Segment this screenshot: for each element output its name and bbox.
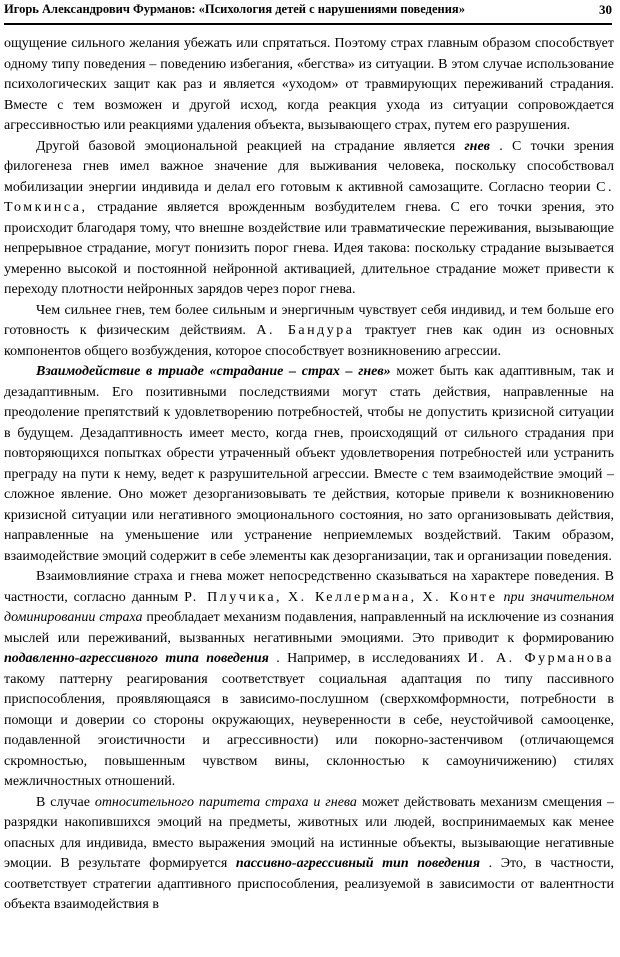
paragraph-2	[4, 137, 614, 301]
text-run: Взаимовлияние страха и гнева может непосредственно сказываться на характере поведения. В частности, согласно данным	[4, 569, 614, 605]
text-run: может быть как адаптивным, так и дезадаптивным. Его позитивными последствиями могут стать действия, направленные на преодоление препятствий к удовлетворению потребностей, чтобы не допустить кризисной ситуации в будущем. Дезадаптивность имеет место, когда гнев, происходящий от сильного страдания при повторяющихся попытках обрести утраченный объект удовлетворения потребностей или устранить преграду на пути к нему, ведет к разрушительной агрессии. Вместе с тем взаимодействие эмоций – сложное явление. Оно может дезорганизовывать те действия, которые привели к возникновению кризисной ситуации или негативного эмоционального состояния, но зато организовывать действия, направленные на уменьшение или устранение неприемлемых воздействий. Таким образом, взаимодействие эмоций содержит в себе элементы как дезорганизации, так и организации поведения.	[4, 364, 614, 564]
text-run: трактует гнев как один из основных компонентов общего возбуждения, которое способствует возникновению агрессии.	[4, 323, 614, 359]
text-run: может действовать механизм смещения – разрядки накопившихся эмоций на предметы, животных или людей, воспринимаемых как менее опасных для индивида, вместо выражения эмоций на истинные объекты, вызывающие негативные эмоции. В результате формируется	[4, 794, 614, 871]
text-run: преобладает механизм подавления, направленный на исключение из сознания мыслей или переживаний, вызванных негативными эмоциями. Это приводит к формированию	[4, 610, 614, 646]
text-run: Чем сильнее гнев, тем более сильным и энергичным чувствует себя индивид, и тем больше его готовность к физическим действиям.	[4, 302, 614, 338]
header-rule	[4, 23, 612, 25]
author-name: А. Бандура	[256, 323, 355, 338]
author-name: Р. Плучика,	[184, 589, 283, 605]
paragraph-1: ощущение сильного желания убежать или спрятаться. Поэтому страх главным образом способствует одному типу поведения – поведению избегания, «бегства» из ситуации. В этом случае использование психологических защит как раз и является «уходом» от травмирующих переживаний страдания. Вместе с тем возможен и другой исход, когда реакция ухода из ситуации сопровождается агрессивностью или реакциями удаления объекта, вызывающего страх, путем его разрушения.	[4, 36, 614, 133]
emphasis-term: пассивно-агрессивный тип поведения	[235, 856, 480, 871]
italic-phrase: относительного паритета страха и гнева	[94, 794, 357, 810]
author-name: С. Томкинса,	[4, 179, 614, 215]
paragraph-3	[4, 301, 614, 363]
emphasis-term: гнев	[464, 138, 490, 154]
page-body	[4, 34, 614, 916]
author-name: И. А. Фурманова	[467, 651, 614, 666]
text-run: Другой базовой эмоциональной реакцией на страдание является	[36, 138, 465, 154]
paragraph-5	[4, 567, 614, 793]
paragraph-6	[4, 793, 614, 916]
emphasis-term: Взаимодействие в триаде «страдание – страх – гнев»	[36, 364, 391, 379]
italic-phrase: при значительном доминировании страха	[4, 589, 615, 625]
author-name: Х. Конте	[422, 589, 498, 605]
page-number: 30	[599, 2, 612, 17]
text-run: такому паттерну реагирования соответствует социальная адаптация по типу пассивного приспособления, проявляющаяся в зависимо-послушном (сверхкомформности, потребности в помощи и доверии со стороны окружающих, неуверенности в себе, неустойчивой самооценке, подавленной эгоистичности и агрессивности) или покорно-застенчивом (отличающемся скромностью, повышенным чувством вины, склонностью к самоуничижению) стилях межличностных отношений.	[4, 671, 614, 789]
text-run: страдание является врожденным возбудителем гнева. С его точки зрения, это происходит благодаря тому, что внешне воздействие или травматические переживания, вызывающие непрерывное страдание, могут понизить порог гнева. Идея такова: поскольку страдание вызывается умеренно высокой и постоянной нейронной активацией, длительное страдание может привести к переходу плотности нейронных зарядов через порог гнева.	[4, 200, 614, 297]
text-run: . Это, в частности, соответствует стратегии адаптивного приспособления, реализуемой в зависимости от валентности объекта взаимодействия в	[4, 856, 615, 912]
running-header	[4, 2, 612, 22]
text-run: . Например, в исследованиях	[268, 651, 468, 666]
running-title: Игорь Александрович Фурманов: «Психология детей с нарушениями поведения»	[4, 2, 465, 16]
author-name: Х. Келлермана,	[287, 589, 417, 605]
text-run: . С точки зрения филогенеза гнев имел важное значение для выживания человека, поскольку способствовал мобилизации энергии индивида и делал его готовым к активной самозащите. Согласно теории	[4, 138, 614, 195]
text-run: В случае	[36, 794, 95, 810]
emphasis-term: подавленно-агрессивного типа поведения	[4, 651, 269, 666]
paragraph-4	[4, 362, 614, 567]
